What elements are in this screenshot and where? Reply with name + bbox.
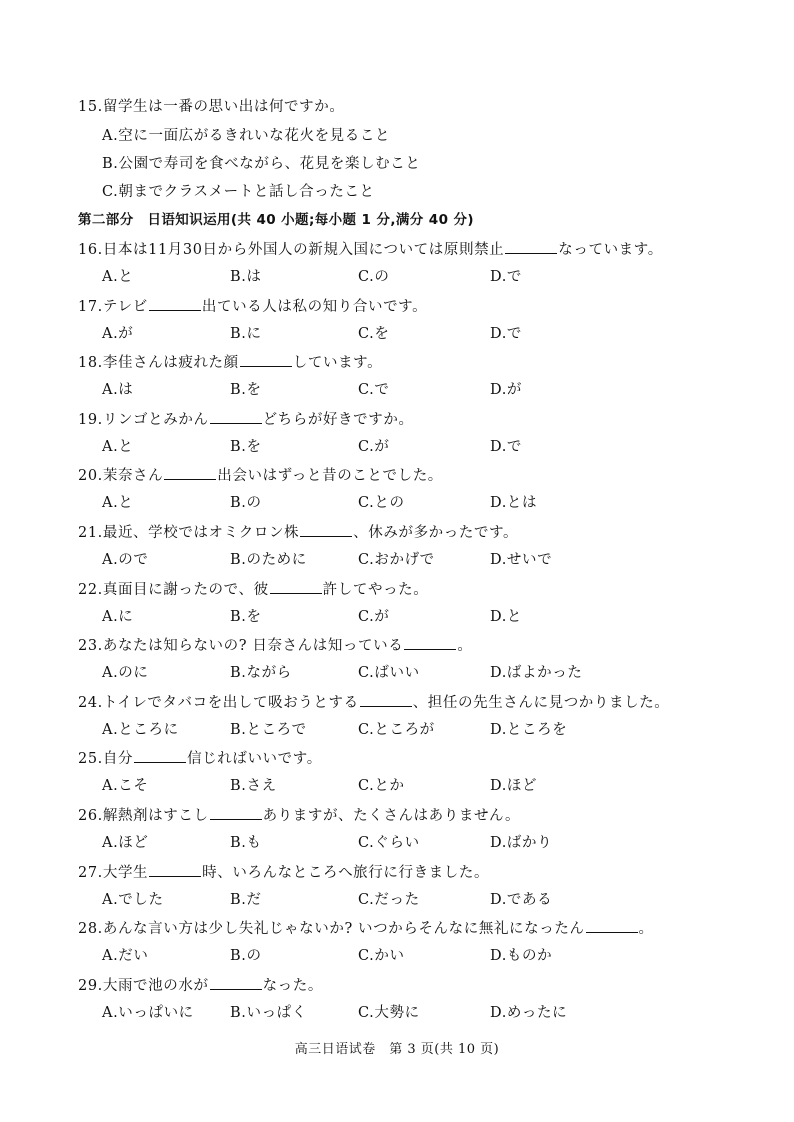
question-stem [78,522,518,543]
answer-option-d: D.と [490,609,523,625]
answer-option-c: C.大勢に [358,1005,420,1021]
answer-option-a: A.が [102,326,134,342]
question-text-after-blank: 許してやった。 [322,582,429,598]
question-stem [78,352,382,373]
answer-option-a: A.ところに [102,722,179,738]
answer-option-d: D.で [490,269,523,285]
answer-option-a: A.は [102,382,134,398]
answer-option-b: B.の [230,495,262,511]
answer-blank [240,352,292,367]
question-text: 22.真面目に謝ったので、彼 [78,582,269,598]
answer-option-b: B.も [230,835,262,851]
question-stem [78,748,322,769]
answer-option-b: B.のために [230,552,307,568]
answer-option-a: A.いっぱいに [102,1005,194,1021]
answer-option-b: B.は [230,269,262,285]
question-stem [78,975,323,996]
answer-option-a: A.に [102,609,134,625]
answer-option-c: C.おかげで [358,552,435,568]
answer-option-b: B.を [230,609,262,625]
answer-option-c: C.が [358,609,390,625]
answer-option-b: B.ところで [230,722,307,738]
answer-option-d: D.ものか [490,948,553,964]
question-text-after-blank: 。 [457,638,473,654]
answer-option-d: D.めったに [490,1005,568,1021]
question-text-after-blank: 時、いろんなところへ旅行に行きました。 [202,865,490,881]
question-text: 26.解熱剤はすこし [78,808,209,824]
answer-option-b: B.さえ [230,778,277,794]
question-text: 21.最近、学校ではオミクロン株 [78,525,300,541]
answer-blank [210,975,262,990]
answer-option-a: A.と [102,495,134,511]
answer-option-c: C.とか [358,778,405,794]
question-stem [78,296,427,317]
question-text: 20.茉奈さん [78,468,164,484]
question-text-after-blank: ありますが、たくさんはありません。 [262,808,521,824]
answer-blank [164,465,216,480]
answer-option-c: C.を [358,326,390,342]
question-text-after-blank: なっています。 [558,242,663,258]
answer-option-c: C.かい [358,948,405,964]
answer-option-a: A.でした [102,892,164,908]
answer-option-d: D.で [490,439,523,455]
question-text-after-blank: 、休みが多かったです。 [353,525,519,541]
answer-option-d: D.ばかり [490,835,553,851]
answer-blank [210,805,262,820]
question-text: 29.大雨で池の水が [78,978,209,994]
question-stem [78,918,654,939]
answer-option-c: C.との [358,495,405,511]
answer-option-d: D.が [490,382,523,398]
question-stem [78,239,663,260]
answer-option-d: D.ばよかった [490,665,583,681]
answer-option-b: B.に [230,326,262,342]
question-text-after-blank: 信じればいいです。 [187,751,322,767]
question-stem [78,692,669,713]
question-text-after-blank: なった。 [262,978,323,994]
question-text-after-blank: 出会いはずっと昔のことでした。 [217,468,443,484]
answer-option-a: A.ほど [102,835,149,851]
answer-blank [149,296,201,311]
answer-option-d: D.で [490,326,523,342]
answer-blank [210,409,262,424]
answer-blank [586,918,638,933]
answer-option-b: B.を [230,439,262,455]
question-text-after-blank: 出ている人は私の知り合いです。 [201,299,428,315]
answer-option-c: C.の [358,269,390,285]
question-stem [78,579,428,600]
question-text: 27.大学生 [78,865,149,881]
question-text-after-blank: 。 [638,921,654,937]
answer-option-a: A.ので [102,552,149,568]
answer-option-d: D.せいで [490,552,553,568]
answer-option-b: B.いっぱく [230,1005,307,1021]
answer-blank [270,579,322,594]
answer-option-d: D.ところを [490,722,568,738]
answer-option-a: A.と [102,269,134,285]
answer-option-a: A.のに [102,665,149,681]
answer-blank [134,748,186,763]
answer-option-c: C.ところが [358,722,435,738]
answer-option-d: D.ほど [490,778,538,794]
answer-option-c: C.が [358,439,390,455]
question-stem [78,465,443,486]
answer-option-d: D.とは [490,495,538,511]
question-stem [78,862,489,883]
question-text: 24.トイレでタバコを出して吸おうとする [78,695,359,711]
answer-option-a: A.と [102,439,134,455]
question-stem [78,635,472,656]
answer-blank [505,239,557,254]
answer-blank [149,862,201,877]
question-stem [78,409,414,430]
answer-option-a: A.だい [102,948,149,964]
question-text: 19.リンゴとみかん [78,412,209,428]
question-15-option-c: C.朝までクラスメートと話し合ったこと [102,184,375,200]
answer-option-a: A.こそ [102,778,149,794]
question-stem [78,805,520,826]
page-footer: 高三日语试卷 第 3 页(共 10 页) [294,1042,500,1057]
answer-option-d: D.である [490,892,553,908]
section-header: 第二部分 日语知识运用(共 40 小题;每小题 1 分,满分 40 分) [78,212,474,228]
question-text: 28.あんな言い方は少し失礼じゃないか? いつからそんなに無礼になったん [78,921,585,937]
question-text-after-blank: しています。 [292,355,383,371]
answer-option-c: C.ばいい [358,665,420,681]
answer-option-c: C.で [358,382,390,398]
question-text: 17.テレビ [78,299,148,315]
question-text: 25.自分 [78,751,134,767]
answer-option-b: B.を [230,382,262,398]
question-text: 18.李佳さんは疲れた顔 [78,355,239,371]
question-text: 23.あなたは知らないの? 日奈さんは知っている [78,638,404,654]
answer-blank [300,522,352,537]
answer-blank [404,635,456,650]
answer-option-c: C.だった [358,892,420,908]
question-15-option-a: A.空に一面広がるきれいな花火を見ること [102,128,391,144]
answer-option-b: B.ながら [230,665,292,681]
question-text: 16.日本は11月30日から外国人の新規入国については原則禁止 [78,242,505,258]
answer-blank [360,692,412,707]
answer-option-b: B.の [230,948,262,964]
answer-option-b: B.だ [230,892,262,908]
answer-option-c: C.ぐらい [358,835,420,851]
question-15-option-b: B.公園で寿司を食べながら、花見を楽しむこと [102,156,421,172]
question-text-after-blank: どちらが好きですか。 [262,412,414,428]
question-text-after-blank: 、担任の先生さんに見つかりました。 [412,695,670,711]
question-15-stem: 15.留学生は一番の思い出は何ですか。 [78,99,345,115]
